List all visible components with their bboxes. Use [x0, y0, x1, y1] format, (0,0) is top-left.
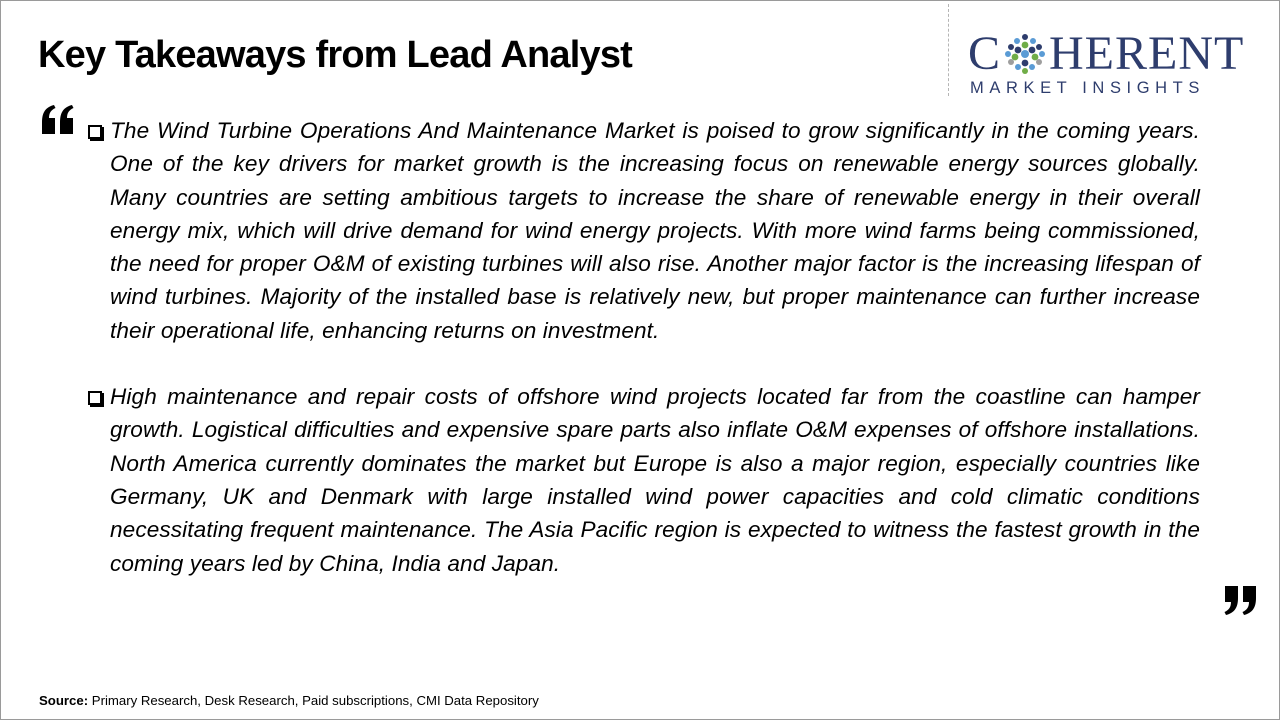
- list-item-text: High maintenance and repair costs of offshore wind projects located far from the coastline can hamper growth. Logistical difficulties and expensive spare parts also inflate O&M expenses of offshore installations. North America currently dominates the market but Europe is also a major region, especially countries like Germany, UK and Denmark with large installed wind power capacities and cold climatic conditions necessitating frequent maintenance. The Asia Pacific region is expected to witness the fastest growth in the coming years led by China, India and Japan.: [110, 384, 1200, 576]
- list-item: [86, 380, 1200, 580]
- logo-wordmark: [968, 27, 1245, 80]
- checkbox-bullet-icon: [88, 125, 102, 139]
- logo-letters-suffix: HERENT: [1049, 27, 1245, 80]
- close-quote-icon: [1224, 584, 1258, 616]
- checkbox-bullet-icon: [88, 391, 102, 405]
- open-quote-icon: [40, 104, 76, 136]
- company-logo: [968, 27, 1260, 98]
- source-note: [39, 693, 539, 708]
- takeaways-list: [86, 114, 1200, 580]
- list-item: [86, 114, 1200, 347]
- logo-tagline: MARKET INSIGHTS: [970, 79, 1205, 97]
- page-title: Key Takeaways from Lead Analyst: [38, 34, 633, 76]
- source-label: Source:: [39, 693, 89, 708]
- logo-dots-icon: [1003, 32, 1047, 76]
- logo-letter-prefix: C: [968, 27, 1002, 80]
- logo-divider: [948, 4, 949, 96]
- list-item-text: The Wind Turbine Operations And Maintenance Market is poised to grow significantly in the coming years. One of the key drivers for market growth is the increasing focus on renewable energy sources globally. Many countries are setting ambitious targets to increase the share of renewable energy in their overall energy mix, which will drive demand for wind energy projects. With more wind farms being commissioned, the need for proper O&M of existing turbines will also rise. Another major factor is the increasing lifespan of wind turbines. Majority of the installed base is relatively new, but proper maintenance can further increase their operational life, enhancing returns on investment.: [110, 118, 1200, 343]
- source-text: Primary Research, Desk Research, Paid subscriptions, CMI Data Repository: [88, 693, 539, 708]
